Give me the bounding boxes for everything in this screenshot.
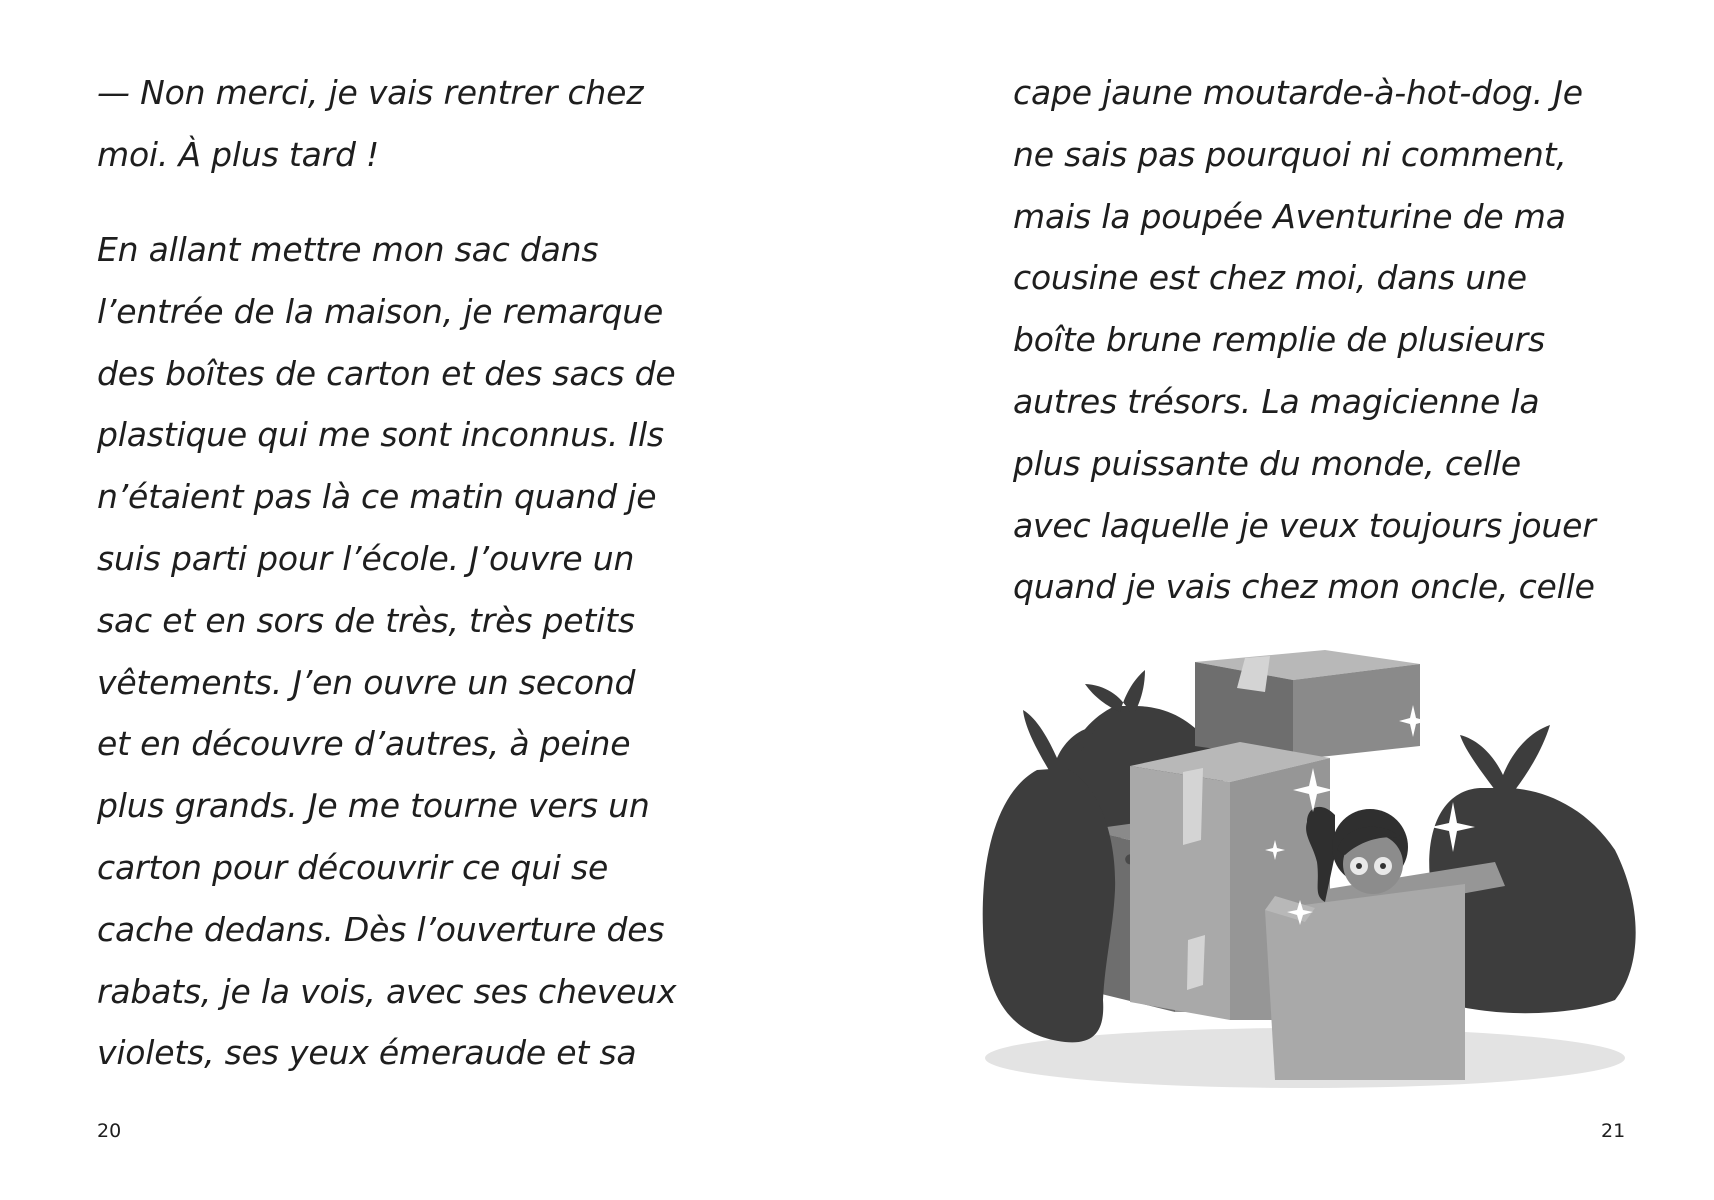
text-line: autres trésors. La magicienne la bbox=[1013, 381, 1540, 421]
text-line: boîte brune remplie de plusieurs bbox=[1013, 320, 1545, 360]
text-line: moi. À plus tard ! bbox=[97, 134, 380, 174]
cardboard-box-top bbox=[1195, 650, 1420, 760]
text-line: carton pour découvrir ce qui se bbox=[97, 847, 609, 887]
text-line: ne sais pas pourquoi ni comment, bbox=[1013, 134, 1567, 174]
text-line: avec laquelle je veux toujours jouer bbox=[1013, 505, 1596, 545]
text-line: mais la poupée Aventurine de ma bbox=[1013, 196, 1566, 236]
text-line: sac et en sors de très, très petits bbox=[97, 600, 635, 640]
text-line: cape jaune moutarde-à-hot-dog. Je bbox=[1013, 73, 1583, 112]
text-line: plastique qui me sont inconnus. Ils bbox=[97, 415, 664, 455]
text-line: cache dedans. Dès l’ouverture des bbox=[97, 909, 665, 949]
text-line: et en découvre d’autres, à peine bbox=[97, 724, 631, 764]
text-line: quand je vais chez mon oncle, celle bbox=[1013, 567, 1595, 607]
text-line: cousine est chez moi, dans une bbox=[1013, 258, 1527, 298]
body-paragraph-right bbox=[1013, 62, 1596, 618]
text-line: vêtements. J’en ouvre un second bbox=[97, 662, 636, 702]
boxes-and-bags-illustration bbox=[975, 640, 1655, 1090]
text-line: plus puissante du monde, celle bbox=[1013, 443, 1521, 483]
text-line: En allant mettre mon sac dans bbox=[97, 230, 599, 269]
text-line: — Non merci, je vais rentrer chez bbox=[97, 73, 644, 112]
body-paragraph-left bbox=[97, 219, 676, 1084]
text-line: n’étaient pas là ce matin quand je bbox=[97, 477, 657, 517]
text-line: l’entrée de la maison, je remarque bbox=[97, 291, 664, 331]
page-number-right: 21 bbox=[1601, 1120, 1626, 1142]
dialogue-text bbox=[97, 62, 643, 186]
text-line: suis parti pour l’école. J’ouvre un bbox=[97, 538, 635, 578]
page-number-left: 20 bbox=[97, 1120, 122, 1142]
text-line: violets, ses yeux émeraude et sa bbox=[97, 1033, 637, 1073]
text-line: rabats, je la vois, avec ses cheveux bbox=[97, 971, 677, 1011]
text-line: des boîtes de carton et des sacs de bbox=[97, 353, 676, 393]
text-line: plus grands. Je me tourne vers un bbox=[97, 786, 650, 826]
